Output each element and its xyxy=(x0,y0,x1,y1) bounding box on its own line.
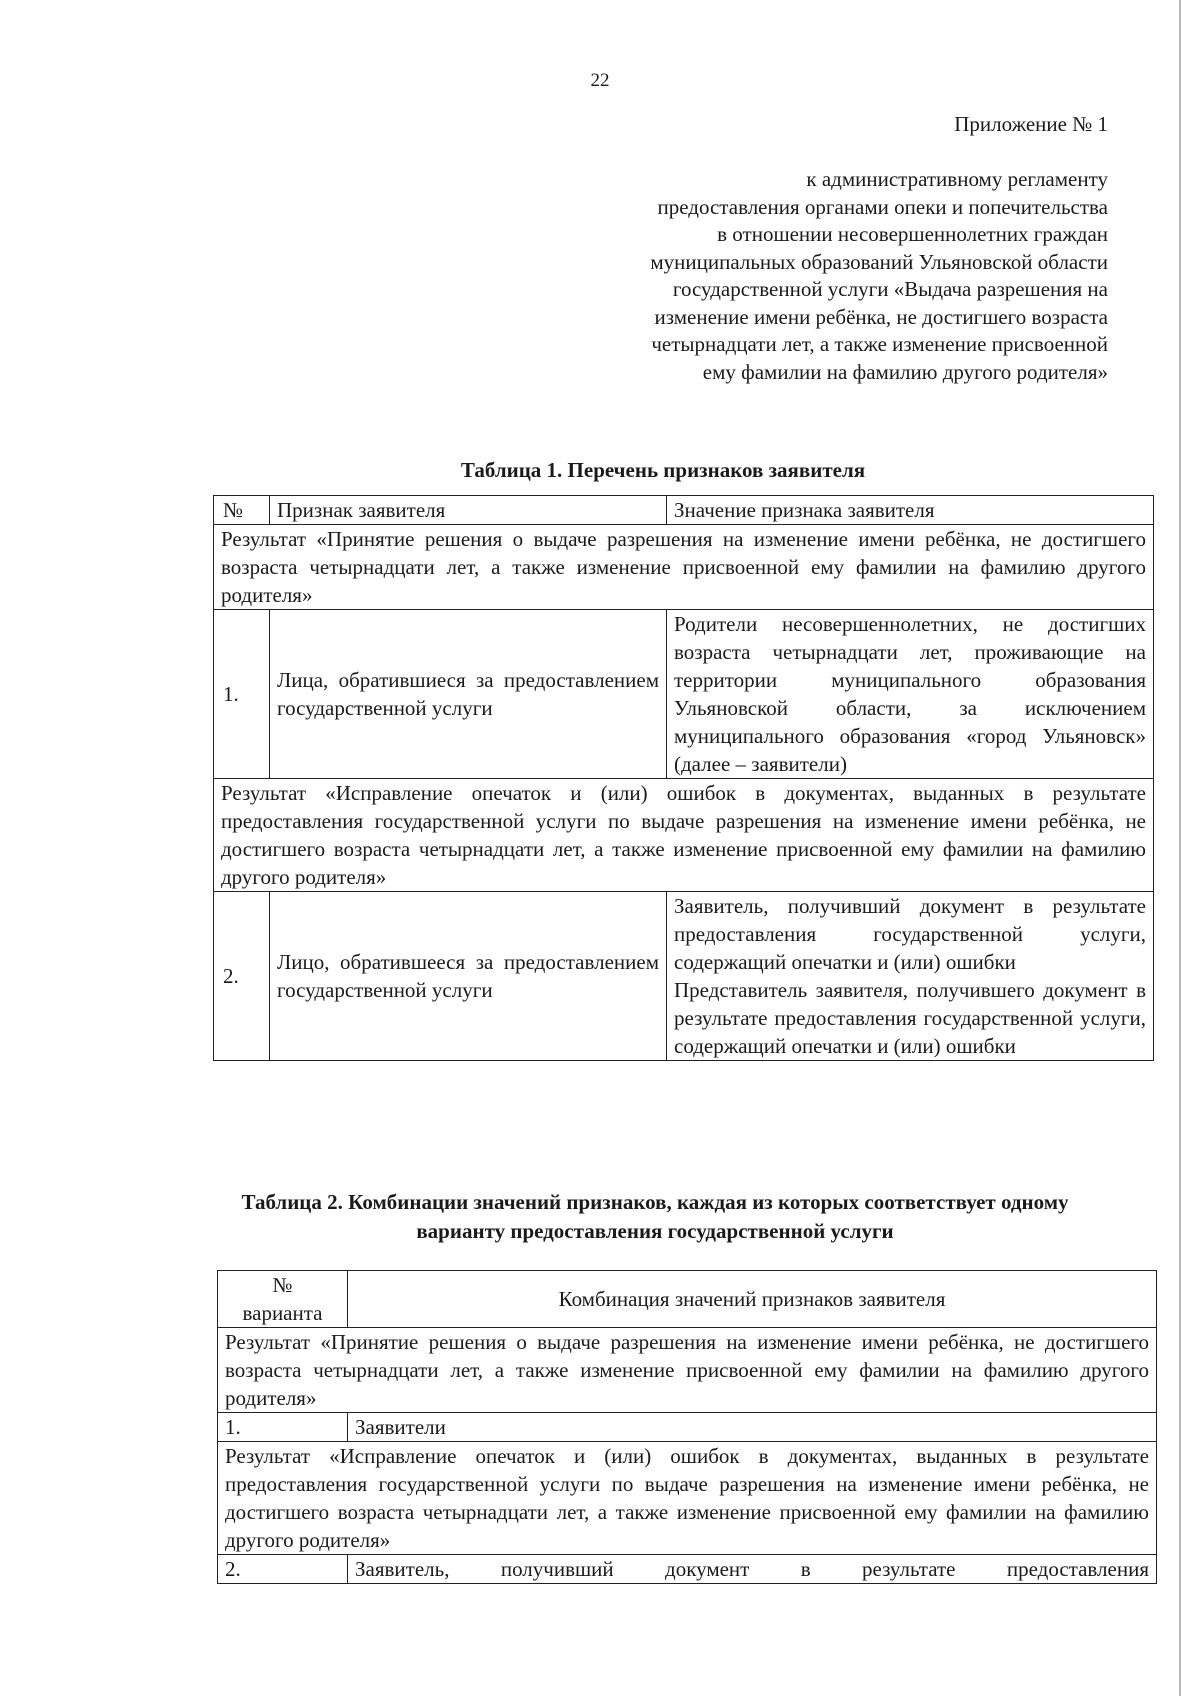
table2-caption-line: варианту предоставления государственной услуги xyxy=(416,1219,894,1243)
appendix-text xyxy=(548,166,1108,386)
appendix-line: четырнадцати лет, а также изменение присвоенной xyxy=(651,332,1108,356)
table2-result-row xyxy=(218,1328,1157,1413)
table2-row xyxy=(218,1413,1157,1442)
table1-result-2: Результат «Исправление опечаток и (или) ошибок в документах, выданных в результате предоставления государственной услуги по выдаче разрешения на изменение имени ребёнка, не достигшего возраста четырнадцати лет, а также изменение присвоенной ему фамилии на фамилию другого родителя» xyxy=(214,779,1154,892)
table2-row-combination: Заявители xyxy=(348,1413,1157,1442)
table2-result-1: Результат «Принятие решения о выдаче разрешения на изменение имени ребёнка, не достигшего возраста четырнадцати лет, а также изменение присвоенной ему фамилии на фамилию другого родителя» xyxy=(218,1328,1157,1413)
table2-caption-line: Таблица 2. Комбинации значений признаков, каждая из которых соответствует одному xyxy=(241,1190,1069,1214)
table2-result-2: Результат «Исправление опечаток и (или) ошибок в документах, выданных в результате предоставления государственной услуги по выдаче разрешения на изменение имени ребёнка, не достигшего возраста четырнадцати лет, а также изменение присвоенной ему фамилии на фамилию другого родителя» xyxy=(218,1442,1157,1555)
scan-edge-line xyxy=(1179,0,1181,1696)
appendix-line: муниципальных образований Ульяновской области xyxy=(650,249,1108,274)
table1 xyxy=(213,495,1154,1061)
table1-result-row xyxy=(214,525,1154,610)
table1-header-row xyxy=(214,496,1154,525)
table1-row xyxy=(214,892,1154,1061)
table1-row-value xyxy=(667,892,1154,1061)
table2 xyxy=(217,1270,1157,1584)
table2-result-row xyxy=(218,1442,1157,1555)
table2-header-number-line: варианта xyxy=(242,1301,323,1325)
table1-row-number: 2. xyxy=(214,892,270,1061)
table1-row-attribute: Лица, обратившиеся за предоставлением государственной услуги xyxy=(270,610,667,779)
table1-header-attribute: Признак заявителя xyxy=(270,496,667,525)
table2-header-number-line: № xyxy=(272,1273,293,1297)
table1-caption: Таблица 1. Перечень признаков заявителя xyxy=(460,458,866,482)
table2-header-row xyxy=(218,1271,1157,1328)
table1-result-1: Результат «Принятие решения о выдаче разрешения на изменение имени ребёнка, не достигшего возраста четырнадцати лет, а также изменение присвоенной ему фамилии на фамилию другого родителя» xyxy=(214,525,1154,610)
table2-row-number: 2. xyxy=(218,1555,348,1584)
table2-row-number: 1. xyxy=(218,1413,348,1442)
table1-header-value: Значение признака заявителя xyxy=(667,496,1154,525)
table2-caption xyxy=(170,1188,1140,1246)
table2-row-combination: Заявитель, получивший документ в результате предоставления xyxy=(348,1555,1157,1584)
table1-row-attribute: Лицо, обратившееся за предоставлением государственной услуги xyxy=(270,892,667,1061)
table1-row-number: 1. xyxy=(214,610,270,779)
appendix-line: государственной услуги «Выдача разрешения на xyxy=(672,277,1108,301)
appendix-line: к административному регламенту xyxy=(806,167,1108,191)
table2-header-number xyxy=(218,1271,348,1328)
appendix-line: изменение имени ребёнка, не достигшего возраста xyxy=(654,304,1108,329)
page-number: 22 xyxy=(590,70,610,91)
table2-header-combination: Комбинация значений признаков заявителя xyxy=(348,1271,1157,1328)
table1-row-value-item: Заявитель, получивший документ в результате предоставления государственной услуги, содержащий опечатки и (или) ошибки xyxy=(674,894,1146,974)
appendix-line: ему фамилии на фамилию другого родителя» xyxy=(702,359,1108,384)
table1-row-value: Родители несовершеннолетних, не достигших возраста четырнадцати лет, проживающие на территории муниципального образования Ульяновской области, за исключением муниципального образования «город Ульяновск» (далее – заявители) xyxy=(667,610,1154,779)
table1-result-row xyxy=(214,779,1154,892)
table2-row xyxy=(218,1555,1157,1584)
appendix-title: Приложение № 1 xyxy=(954,112,1108,136)
table1-header-number: № xyxy=(214,496,270,525)
appendix-line: предоставления органами опеки и попечительства xyxy=(657,194,1108,219)
appendix-line: в отношении несовершеннолетних граждан xyxy=(717,222,1108,246)
table1-row xyxy=(214,610,1154,779)
table1-row-value-item: Представитель заявителя, получившего документ в результате предоставления государственной услуги, содержащий опечатки и (или) ошибки xyxy=(674,978,1146,1058)
